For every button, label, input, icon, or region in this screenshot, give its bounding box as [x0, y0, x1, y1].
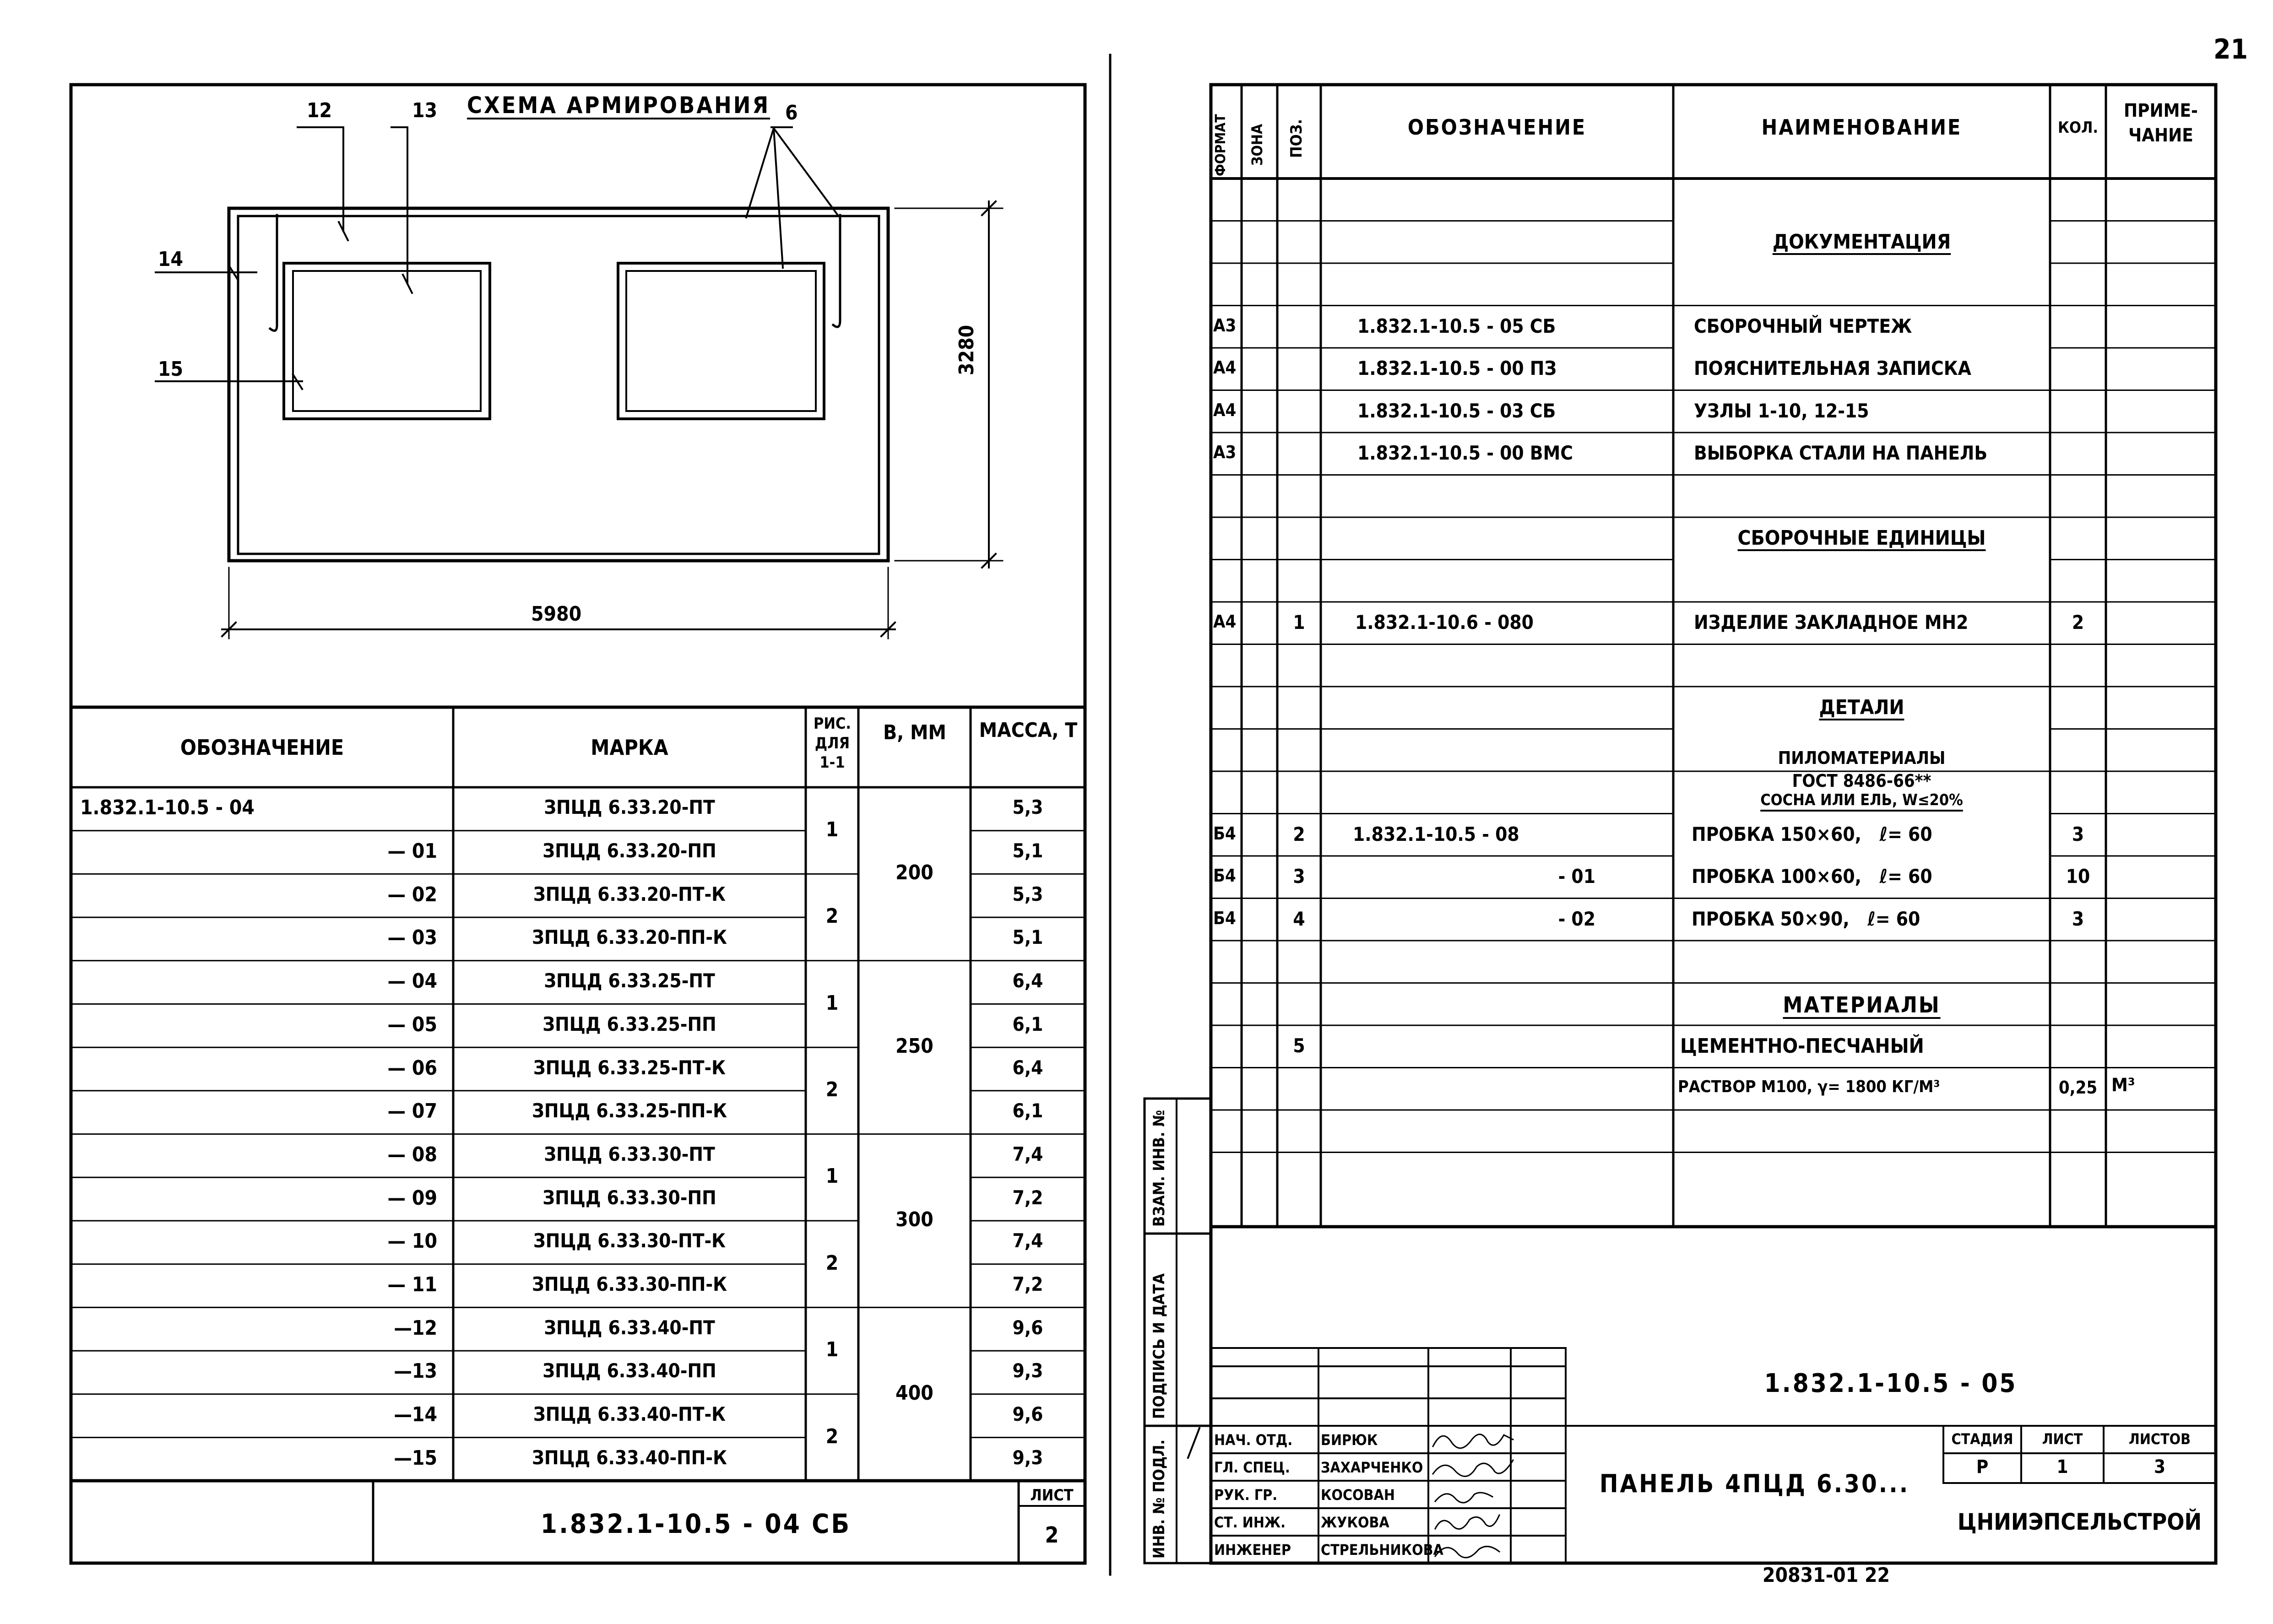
designation-cell: — 02 [387, 882, 437, 906]
title-block-code: 1.832.1-10.5 - 05 [1764, 1369, 2018, 1398]
callout-15: 15 [158, 357, 184, 381]
position-cell: 1 [1293, 611, 1305, 634]
b-cell: 200 [895, 861, 933, 885]
mass-cell: 7,2 [1012, 1273, 1043, 1296]
designation-cell: - 01 [1558, 865, 1595, 888]
format-cell: Б4 [1213, 908, 1236, 928]
designation-cell: 1.832.1-10.6 - 080 [1355, 611, 1534, 634]
header-zone: ЗОНА [1248, 124, 1266, 166]
figure-cell: 1 [825, 1338, 839, 1362]
mass-cell: 6,4 [1012, 969, 1043, 992]
signatory-role: ИНЖЕНЕР [1214, 1541, 1291, 1559]
name-cell: ПРОБКА 50×90, ℓ= 60 [1692, 907, 1920, 930]
callout-14: 14 [158, 248, 184, 271]
position-cell: 4 [1293, 907, 1305, 930]
mass-cell: 5,3 [1012, 796, 1043, 819]
header-qty: КОЛ. [2057, 119, 2099, 137]
mark-cell: ЗПЦД 6.33.30-ПП [542, 1186, 716, 1209]
dimension-width: 5980 [531, 602, 582, 626]
quantity-cell: 3 [2072, 907, 2084, 930]
designation-cell: —13 [394, 1359, 437, 1383]
figure-cell: 1 [825, 817, 839, 841]
section-documentation: ДОКУМЕНТАЦИЯ [1772, 230, 1951, 254]
figure-cell: 2 [825, 1077, 839, 1101]
mark-cell: ЗПЦД 6.33.20-ПП-К [532, 926, 727, 949]
signatory-role: СТ. ИНЖ. [1214, 1514, 1286, 1531]
designation-cell: — 01 [387, 839, 437, 863]
section-assemblies: СБОРОЧНЫЕ ЕДИНИЦЫ [1737, 526, 1986, 550]
figure-cell: 1 [825, 1164, 839, 1188]
header-figure: РИС. ДЛЯ 1-1 [813, 715, 852, 772]
mass-cell: 6,1 [1012, 1099, 1043, 1122]
mark-cell: ЗПЦД 6.33.30-ПТ [544, 1142, 715, 1165]
b-cell: 250 [895, 1034, 933, 1058]
header-designation: ОБОЗНАЧЕНИЕ [180, 735, 344, 760]
header-pos: ПОЗ. [1287, 119, 1306, 158]
designation-cell: — 06 [387, 1056, 437, 1080]
mass-cell: 5,3 [1012, 882, 1043, 905]
designation-cell: — 07 [387, 1099, 437, 1123]
header-mass: МАССА, Т [979, 719, 1078, 742]
mark-cell: ЗПЦД 6.33.40-ПП [542, 1359, 716, 1382]
format-cell: А4 [1213, 612, 1237, 632]
section-details: ДЕТАЛИ [1819, 696, 1904, 720]
header-designation-right: ОБОЗНАЧЕНИЕ [1407, 115, 1587, 140]
callout-13: 13 [412, 99, 438, 122]
b-cell: 300 [895, 1208, 933, 1231]
format-cell: А3 [1213, 442, 1237, 463]
designation-cell: 1.832.1-10.5 - 00 ПЗ [1357, 357, 1557, 380]
footer-code: 20831-01 22 [1763, 1564, 1890, 1587]
header-mark: МАРКА [591, 735, 668, 760]
designation-cell: —14 [394, 1403, 437, 1427]
side-inv-vzam: ВЗАМ. ИНВ. № [1150, 1110, 1168, 1227]
designation-cell: — 08 [387, 1142, 437, 1166]
position-cell: 2 [1293, 823, 1305, 845]
mark-cell: ЗПЦД 6.33.25-ПТ-К [533, 1056, 726, 1079]
mass-cell: 9,6 [1012, 1316, 1043, 1339]
mass-cell: 7,4 [1012, 1142, 1043, 1165]
signatory-name: ЗАХАРЧЕНКО [1321, 1459, 1423, 1476]
designation-cell: 1.832.1-10.5 - 08 [1353, 823, 1519, 845]
signatory-role: НАЧ. ОТД. [1214, 1431, 1293, 1449]
designation-cell: —12 [394, 1316, 437, 1340]
mark-cell: ЗПЦД 6.33.30-ПП-К [532, 1273, 727, 1296]
dimension-height: 3280 [955, 325, 978, 375]
title-block-title: ПАНЕЛЬ 4ПЦД 6.30... [1599, 1469, 1910, 1498]
signatory-role: ГЛ. СПЕЦ. [1214, 1459, 1290, 1476]
mass-cell: 6,4 [1012, 1056, 1043, 1079]
title-block-stage-label: СТАДИЯ [1951, 1430, 2013, 1448]
quantity-cell: 3 [2072, 823, 2084, 845]
name-cell: СБОРОЧНЫЙ ЧЕРТЕЖ [1694, 314, 1912, 337]
quantity-cell: 10 [2066, 865, 2090, 888]
mass-cell: 7,2 [1012, 1186, 1043, 1209]
callout-6: 6 [785, 101, 798, 125]
mark-cell: ЗПЦД 6.33.40-ПТ [544, 1316, 715, 1339]
lumber-line-3: СОСНА ИЛИ ЕЛЬ, W≤20% [1760, 791, 1963, 810]
figure-cell: 2 [825, 1424, 839, 1448]
figure-cell: 2 [825, 1251, 839, 1275]
position-cell: 3 [1293, 865, 1305, 888]
section-materials: МАТЕРИАЛЫ [1783, 992, 1941, 1018]
side-sign-date: ПОДПИСЬ И ДАТА [1150, 1273, 1168, 1419]
name-cell: ИЗДЕЛИЕ ЗАКЛАДНОЕ МН2 [1694, 611, 1969, 634]
title-block-org: ЦНИИЭПСЕЛЬСТРОЙ [1957, 1509, 2202, 1535]
mark-cell: ЗПЦД 6.33.20-ПТ [544, 796, 715, 819]
format-cell: А4 [1213, 400, 1237, 420]
designation-cell: 1.832.1-10.5 - 03 СБ [1357, 399, 1556, 422]
mass-cell: 5,1 [1012, 926, 1043, 949]
mark-cell: ЗПЦД 6.33.30-ПТ-К [533, 1229, 726, 1252]
material-name-2: РАСТВОР М100, γ= 1800 КГ/М³ [1678, 1077, 1940, 1096]
signatory-role: РУК. ГР. [1214, 1486, 1278, 1504]
mass-cell: 9,6 [1012, 1403, 1043, 1426]
mark-cell: ЗПЦД 6.33.20-ПТ-К [533, 882, 726, 905]
quantity-cell: 2 [2072, 611, 2084, 634]
side-inv-podl: ИНВ. № ПОДЛ. [1150, 1439, 1168, 1559]
lumber-line-2: ГОСТ 8486-66** [1792, 771, 1931, 791]
header-name: НАИМЕНОВАНИЕ [1761, 115, 1962, 140]
name-cell: ПРОБКА 150×60, ℓ= 60 [1692, 823, 1932, 845]
mark-cell: ЗПЦД 6.33.25-ПП [542, 1012, 716, 1035]
signatory-name: КОСОВАН [1321, 1486, 1395, 1504]
mass-cell: 6,1 [1012, 1012, 1043, 1035]
designation-cell: —15 [394, 1446, 437, 1470]
name-cell: ПОЯСНИТЕЛЬНАЯ ЗАПИСКА [1694, 357, 1971, 380]
callout-12: 12 [307, 99, 332, 122]
signatory-name: БИРЮК [1321, 1431, 1378, 1449]
designation-cell: - 02 [1558, 907, 1595, 930]
scheme-title: СХЕМА АРМИРОВАНИЯ [467, 92, 770, 119]
material-name-1: ЦЕМЕНТНО-ПЕСЧАНЫЙ [1680, 1034, 1924, 1058]
signatory-name: СТРЕЛЬНИКОВА [1321, 1541, 1443, 1559]
designation-cell: — 09 [387, 1186, 437, 1210]
designation-cell: 1.832.1-10.5 - 00 ВМС [1357, 442, 1573, 465]
header-note: ПРИМЕ- ЧАНИЕ [2124, 100, 2198, 146]
mass-cell: 5,1 [1012, 839, 1043, 862]
title-block-sheet: 1 [2056, 1456, 2068, 1478]
mass-cell: 9,3 [1012, 1446, 1043, 1469]
figure-cell: 2 [825, 904, 839, 928]
left-stamp-doc: 1.832.1-10.5 - 04 СБ [540, 1508, 852, 1539]
unit-cell: М³ [2111, 1074, 2135, 1096]
mark-cell: ЗПЦД 6.33.40-ПТ-К [533, 1403, 726, 1426]
designation-cell: 1.832.1-10.5 - 04 [80, 796, 255, 820]
format-cell: А3 [1213, 315, 1237, 336]
designation-cell: 1.832.1-10.5 - 05 СБ [1357, 314, 1556, 337]
name-cell: УЗЛЫ 1-10, 12-15 [1694, 399, 1869, 422]
designation-cell: — 11 [387, 1273, 437, 1297]
designation-cell: — 10 [387, 1229, 437, 1253]
quantity-cell: 0,25 [2058, 1077, 2098, 1098]
name-cell: ПРОБКА 100×60, ℓ= 60 [1692, 865, 1932, 888]
title-block-sheet-label: ЛИСТ [2042, 1430, 2083, 1448]
mark-cell: ЗПЦД 6.33.20-ПП [542, 839, 716, 862]
designation-cell: — 05 [387, 1012, 437, 1036]
format-cell: Б4 [1213, 823, 1236, 844]
title-block-sheets: 3 [2154, 1456, 2166, 1478]
mark-cell: ЗПЦД 6.33.25-ПТ [544, 969, 715, 992]
format-cell: А4 [1213, 357, 1237, 378]
mass-cell: 7,4 [1012, 1229, 1043, 1252]
figure-cell: 1 [825, 991, 839, 1015]
mark-cell: ЗПЦД 6.33.25-ПП-К [532, 1099, 727, 1122]
page-number: 21 [2213, 33, 2248, 65]
title-block-sheets-label: ЛИСТОВ [2128, 1430, 2191, 1448]
b-cell: 400 [895, 1381, 933, 1405]
left-stamp-sheet: 2 [1045, 1522, 1059, 1548]
designation-cell: — 04 [387, 969, 437, 993]
mass-cell: 9,3 [1012, 1359, 1043, 1382]
position-cell: 5 [1293, 1034, 1305, 1057]
format-cell: Б4 [1213, 866, 1236, 886]
header-b: B, ММ [883, 721, 946, 744]
title-block-stage: Р [1976, 1456, 1989, 1478]
lumber-line-1: ПИЛОМАТЕРИАЛЫ [1778, 747, 1946, 768]
left-stamp-sheet-label: ЛИСТ [1030, 1486, 1074, 1505]
name-cell: ВЫБОРКА СТАЛИ НА ПАНЕЛЬ [1694, 442, 1988, 465]
designation-cell: — 03 [387, 926, 437, 950]
mark-cell: ЗПЦД 6.33.40-ПП-К [532, 1446, 727, 1469]
signatory-name: ЖУКОВА [1321, 1514, 1389, 1531]
header-format: ФОРМАТ [1213, 114, 1229, 176]
